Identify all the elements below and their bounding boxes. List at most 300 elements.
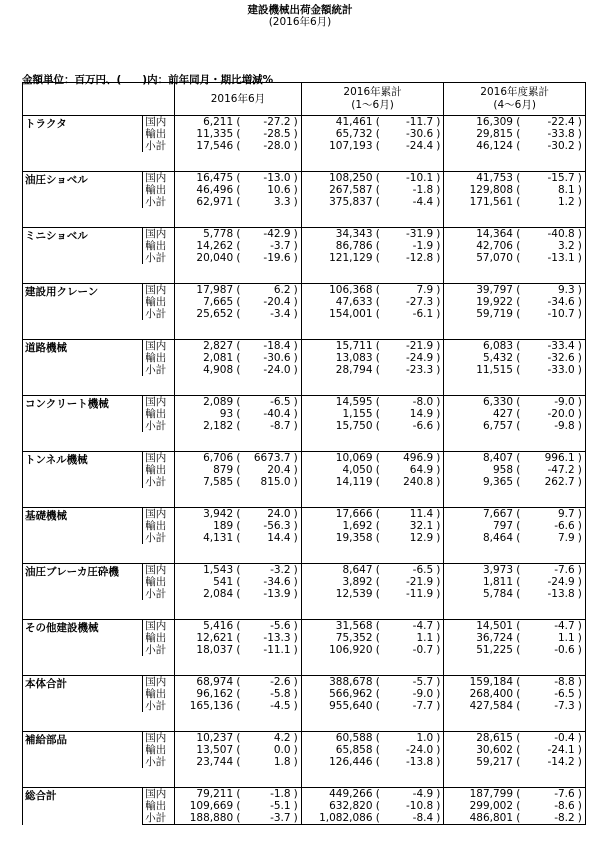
paren-open: (: [236, 352, 241, 364]
paren-close: ): [291, 508, 302, 521]
amount-cell: 486,801: [444, 812, 513, 825]
change-cell: 9.7: [524, 508, 575, 521]
change-cell: -8.0: [383, 396, 433, 409]
paren-open: (: [516, 408, 521, 420]
paren-open: (: [236, 476, 241, 488]
sub-label: 小計: [143, 252, 175, 264]
paren-open: (: [236, 756, 241, 768]
paren-close: ): [433, 172, 444, 185]
group-spacer: [23, 656, 586, 672]
paren-open: (: [516, 252, 521, 264]
paren-close: ): [291, 364, 302, 376]
change-cell: -13.8: [547, 588, 575, 600]
amount-cell: 15,711: [301, 340, 372, 353]
amount-cell: 17,546: [196, 140, 234, 152]
change-cell: 262.7: [544, 476, 575, 488]
amount-cell: 60,588: [301, 732, 372, 745]
paren-close: ): [575, 240, 586, 252]
change-cell: -8.7: [270, 420, 291, 432]
paren-open: (: [233, 812, 244, 825]
paren-close: ): [291, 352, 302, 364]
amount-cell: 632,820: [329, 800, 373, 812]
paren-close: ): [291, 420, 302, 432]
paren-open: (: [513, 452, 524, 465]
change-cell: 7.9: [383, 284, 433, 297]
amount-cell: 25,652: [196, 308, 234, 320]
paren-open: (: [233, 172, 244, 185]
amount-cell: 18,037: [196, 644, 234, 656]
paren-close: ): [575, 284, 586, 297]
sub-label: 輸出: [143, 632, 175, 644]
amount-cell: 6,706: [175, 452, 234, 465]
unit-note: 金額単位：百万円、( )内：前年同月・期比増減%: [22, 74, 274, 86]
amount-cell: 106,920: [329, 644, 373, 656]
paren-open: (: [516, 420, 521, 432]
change-cell: -30.6: [405, 128, 434, 140]
paren-open: (: [373, 452, 384, 465]
paren-close: ): [433, 476, 444, 488]
paren-close: ): [291, 800, 302, 812]
change-cell: -34.6: [547, 296, 575, 308]
amount-cell: 14,262: [196, 240, 234, 252]
paren-open: (: [375, 140, 380, 152]
table-row: [23, 732, 586, 745]
change-cell: 12.9: [409, 532, 434, 544]
paren-close: ): [291, 644, 302, 656]
paren-open: (: [375, 464, 380, 476]
paren-open: (: [373, 284, 384, 297]
category-label: トラクタ: [23, 116, 143, 153]
amount-cell: 165,136: [189, 700, 234, 712]
paren-close: ): [575, 196, 586, 208]
change-cell: -8.6: [554, 800, 575, 812]
header-col-month: 2016年6月: [175, 83, 302, 116]
paren-close: ): [433, 788, 444, 801]
paren-close: ): [291, 196, 302, 208]
paren-open: (: [236, 184, 241, 196]
paren-close: ): [433, 228, 444, 241]
change-cell: 6.2: [244, 284, 291, 297]
sub-label: 小計: [143, 532, 175, 544]
change-cell: -11.9: [405, 588, 434, 600]
paren-close: ): [575, 364, 586, 376]
paren-close: ): [291, 408, 302, 420]
sub-label: 輸出: [143, 352, 175, 364]
paren-open: (: [375, 632, 380, 644]
amount-cell: 299,002: [469, 800, 513, 812]
change-cell: -4.7: [524, 620, 575, 633]
amount-cell: 1,543: [175, 564, 234, 577]
change-cell: -28.0: [263, 140, 291, 152]
paren-close: ): [291, 140, 302, 152]
sub-label: 国内: [143, 564, 175, 577]
paren-open: (: [375, 252, 380, 264]
amount-cell: 8,407: [444, 452, 513, 465]
paren-close: ): [291, 676, 302, 689]
paren-close: ): [433, 252, 444, 264]
table-row: [23, 396, 586, 409]
table-row: [23, 620, 586, 633]
paren-open: (: [236, 744, 241, 756]
change-cell: -31.9: [383, 228, 433, 241]
paren-close: ): [575, 296, 586, 308]
paren-open: (: [516, 744, 521, 756]
change-cell: 496.9: [383, 452, 433, 465]
table-row: [23, 284, 586, 297]
paren-close: ): [291, 340, 302, 353]
paren-open: (: [375, 700, 380, 712]
table-row: [23, 508, 586, 521]
paren-open: (: [516, 308, 521, 320]
amount-cell: 187,799: [444, 788, 513, 801]
category-label: 油圧ブレーカ圧砕機: [23, 564, 143, 601]
change-cell: -4.4: [412, 196, 434, 208]
paren-open: (: [236, 308, 241, 320]
paren-open: (: [373, 620, 384, 633]
sub-label: 国内: [143, 620, 175, 633]
paren-open: (: [375, 756, 380, 768]
group-spacer: [23, 264, 586, 280]
change-cell: -7.6: [524, 788, 575, 801]
amount-cell: 2,089: [175, 396, 234, 409]
amount-cell: 126,446: [329, 756, 373, 768]
category-label: 基礎機械: [23, 508, 143, 545]
amount-cell: 108,250: [301, 172, 372, 185]
paren-open: (: [236, 700, 241, 712]
change-cell: -42.9: [244, 228, 291, 241]
paren-close: ): [433, 508, 444, 521]
change-cell: -27.3: [405, 296, 434, 308]
paren-close: ): [291, 620, 302, 633]
category-label: 補給部品: [23, 732, 143, 769]
amount-cell: 7,667: [444, 508, 513, 521]
paren-open: (: [513, 676, 524, 689]
amount-cell: 121,129: [329, 252, 373, 264]
change-cell: 7.9: [557, 532, 575, 544]
paren-close: ): [433, 800, 444, 812]
amount-cell: 129,808: [469, 184, 513, 196]
paren-close: ): [291, 788, 302, 801]
amount-cell: 59,719: [476, 308, 513, 320]
category-label: その他建設機械: [23, 620, 143, 657]
group-spacer: [23, 600, 586, 616]
paren-open: (: [375, 352, 380, 364]
amount-cell: 17,987: [175, 284, 234, 297]
sub-label: 小計: [143, 364, 175, 376]
change-cell: -24.0: [263, 364, 291, 376]
amount-cell: 171,561: [469, 196, 513, 208]
paren-open: (: [375, 240, 380, 252]
paren-open: (: [236, 364, 241, 376]
paren-open: (: [516, 644, 521, 656]
amount-cell: 34,343: [301, 228, 372, 241]
paren-open: (: [236, 128, 241, 140]
category-label: トンネル機械: [23, 452, 143, 489]
sub-label: 国内: [143, 452, 175, 465]
paren-open: (: [513, 620, 524, 633]
sub-label: 輸出: [143, 744, 175, 756]
change-cell: -24.9: [547, 576, 575, 588]
paren-close: ): [433, 240, 444, 252]
paren-open: (: [375, 296, 380, 308]
amount-cell: 12,539: [335, 588, 373, 600]
paren-close: ): [575, 688, 586, 700]
amount-cell: 189: [213, 520, 234, 532]
amount-cell: 41,461: [301, 116, 372, 129]
group-spacer: [23, 768, 586, 784]
header-col-fy: 2016年度累計 (4～6月): [444, 83, 586, 116]
paren-open: (: [236, 520, 241, 532]
change-cell: -10.8: [405, 800, 434, 812]
change-cell: -24.0: [405, 744, 434, 756]
amount-cell: 159,184: [444, 676, 513, 689]
change-cell: -6.6: [554, 520, 575, 532]
paren-close: ): [433, 396, 444, 409]
sub-label: 小計: [143, 700, 175, 712]
table-row: [23, 452, 586, 465]
change-cell: -33.4: [524, 340, 575, 353]
paren-open: (: [516, 700, 521, 712]
change-cell: -20.0: [547, 408, 575, 420]
paren-open: (: [375, 520, 380, 532]
paren-close: ): [575, 252, 586, 264]
amount-cell: 955,640: [329, 700, 373, 712]
paren-close: ): [433, 420, 444, 432]
amount-cell: 62,971: [196, 196, 234, 208]
paren-open: (: [233, 620, 244, 633]
amount-cell: 375,837: [329, 196, 373, 208]
change-cell: -13.9: [263, 588, 291, 600]
change-cell: -40.4: [263, 408, 291, 420]
amount-cell: 11,335: [196, 128, 234, 140]
paren-close: ): [291, 228, 302, 241]
paren-open: (: [236, 688, 241, 700]
sub-label: 国内: [143, 396, 175, 409]
table-row: [23, 676, 586, 689]
amount-cell: 106,368: [301, 284, 372, 297]
amount-cell: 12,621: [196, 632, 234, 644]
amount-cell: 30,602: [476, 744, 513, 756]
change-cell: -33.8: [547, 128, 575, 140]
sub-label: 小計: [143, 140, 175, 152]
paren-open: (: [236, 252, 241, 264]
amount-cell: 7,665: [203, 296, 234, 308]
sub-label: 小計: [143, 588, 175, 600]
paren-close: ): [575, 532, 586, 544]
paren-open: (: [373, 340, 384, 353]
paren-open: (: [375, 196, 380, 208]
amount-cell: 14,119: [335, 476, 373, 488]
change-cell: -3.4: [270, 308, 291, 320]
change-cell: -9.0: [524, 396, 575, 409]
paren-open: (: [513, 396, 524, 409]
paren-close: ): [575, 620, 586, 633]
paren-close: ): [291, 452, 302, 465]
paren-close: ): [575, 732, 586, 745]
paren-open: (: [233, 788, 244, 801]
amount-cell: 388,678: [301, 676, 372, 689]
paren-close: ): [575, 452, 586, 465]
change-cell: 1.8: [273, 756, 291, 768]
paren-open: (: [516, 588, 521, 600]
change-cell: -22.4: [524, 116, 575, 129]
paren-close: ): [433, 364, 444, 376]
sub-label: 輸出: [143, 408, 175, 420]
amount-cell: 797: [492, 520, 513, 532]
sub-label: 輸出: [143, 688, 175, 700]
paren-open: (: [375, 800, 380, 812]
paren-close: ): [291, 700, 302, 712]
change-cell: -6.1: [412, 308, 434, 320]
paren-open: (: [373, 172, 384, 185]
amount-cell: 14,364: [444, 228, 513, 241]
paren-open: (: [516, 196, 521, 208]
change-cell: 14.9: [409, 408, 434, 420]
sub-label: 輸出: [143, 576, 175, 588]
category-label: 道路機械: [23, 340, 143, 377]
amount-cell: 5,432: [482, 352, 513, 364]
change-cell: -24.4: [405, 140, 434, 152]
sub-label: 輸出: [143, 240, 175, 252]
table-row: [23, 564, 586, 577]
paren-close: ): [291, 588, 302, 600]
group-spacer: [23, 152, 586, 168]
paren-close: ): [575, 408, 586, 420]
amount-cell: 46,124: [476, 140, 513, 152]
paren-close: ): [433, 644, 444, 656]
amount-cell: 96,162: [196, 688, 234, 700]
paren-open: (: [373, 508, 384, 521]
change-cell: 1.0: [383, 732, 433, 745]
table-row: [23, 340, 586, 353]
amount-cell: 23,744: [196, 756, 234, 768]
change-cell: -8.4: [383, 812, 433, 825]
amount-cell: 5,778: [175, 228, 234, 241]
amount-cell: 109,669: [189, 800, 234, 812]
paren-close: ): [291, 564, 302, 577]
sub-label: 国内: [143, 788, 175, 801]
table-row: [23, 788, 586, 801]
amount-cell: 9,365: [482, 476, 513, 488]
change-cell: -3.7: [244, 812, 291, 825]
change-cell: -1.8: [244, 788, 291, 801]
amount-cell: 17,666: [301, 508, 372, 521]
amount-cell: 8,464: [482, 532, 513, 544]
change-cell: -30.2: [547, 140, 575, 152]
category-label: 本体合計: [23, 676, 143, 713]
amount-cell: 86,786: [335, 240, 373, 252]
amount-cell: 154,001: [329, 308, 373, 320]
change-cell: 815.0: [260, 476, 291, 488]
paren-open: (: [513, 228, 524, 241]
paren-close: ): [291, 532, 302, 544]
change-cell: -0.7: [412, 644, 434, 656]
change-cell: -12.8: [405, 252, 434, 264]
paren-close: ): [291, 184, 302, 196]
paren-close: ): [291, 308, 302, 320]
paren-open: (: [375, 644, 380, 656]
paren-close: ): [575, 564, 586, 577]
paren-open: (: [375, 128, 380, 140]
table-row: [23, 172, 586, 185]
paren-open: (: [513, 788, 524, 801]
paren-close: ): [291, 732, 302, 745]
amount-cell: 79,211: [175, 788, 234, 801]
change-cell: -5.6: [244, 620, 291, 633]
amount-cell: 1,811: [482, 576, 513, 588]
paren-close: ): [291, 576, 302, 588]
paren-close: ): [433, 340, 444, 353]
paren-open: (: [516, 240, 521, 252]
paren-close: ): [291, 476, 302, 488]
amount-cell: 5,416: [175, 620, 234, 633]
paren-close: ): [433, 732, 444, 745]
shipment-table: [22, 82, 586, 825]
amount-cell: 427,584: [469, 700, 513, 712]
change-cell: 10.6: [267, 184, 291, 196]
sub-label: 輸出: [143, 464, 175, 476]
change-cell: -47.2: [547, 464, 575, 476]
amount-cell: 41,753: [444, 172, 513, 185]
sub-label: 国内: [143, 676, 175, 689]
header-col-ytd: 2016年累計 (1～6月): [301, 83, 444, 116]
paren-open: (: [513, 508, 524, 521]
paren-close: ): [433, 532, 444, 544]
amount-cell: 2,182: [203, 420, 234, 432]
group-spacer: [23, 376, 586, 392]
paren-open: (: [516, 520, 521, 532]
paren-open: (: [516, 756, 521, 768]
sub-label: 小計: [143, 812, 175, 825]
change-cell: -3.7: [270, 240, 291, 252]
paren-open: (: [373, 228, 384, 241]
amount-cell: 65,732: [335, 128, 373, 140]
paren-close: ): [433, 520, 444, 532]
paren-close: ): [433, 296, 444, 308]
amount-cell: 1,155: [342, 408, 373, 420]
paren-open: (: [375, 744, 380, 756]
amount-cell: 3,892: [342, 576, 373, 588]
paren-open: (: [375, 184, 380, 196]
amount-cell: 879: [213, 464, 234, 476]
paren-close: ): [433, 744, 444, 756]
paren-open: (: [513, 732, 524, 745]
sub-label: 輸出: [143, 520, 175, 532]
amount-cell: 13,507: [196, 744, 234, 756]
paren-open: (: [373, 564, 384, 577]
table-row: [23, 228, 586, 241]
amount-cell: 188,880: [175, 812, 234, 825]
sub-label: 国内: [143, 284, 175, 297]
change-cell: -8.2: [524, 812, 575, 825]
paren-close: ): [575, 476, 586, 488]
amount-cell: 8,647: [301, 564, 372, 577]
change-cell: -40.8: [524, 228, 575, 241]
paren-open: (: [233, 676, 244, 689]
paren-open: (: [516, 140, 521, 152]
amount-cell: 14,595: [301, 396, 372, 409]
change-cell: -56.3: [263, 520, 291, 532]
paren-close: ): [433, 352, 444, 364]
amount-cell: 20,040: [196, 252, 234, 264]
paren-close: ): [433, 184, 444, 196]
header-row: [23, 83, 586, 116]
paren-open: (: [236, 632, 241, 644]
change-cell: -6.5: [244, 396, 291, 409]
amount-cell: 3,973: [444, 564, 513, 577]
amount-cell: 29,815: [476, 128, 513, 140]
paren-close: ): [575, 172, 586, 185]
